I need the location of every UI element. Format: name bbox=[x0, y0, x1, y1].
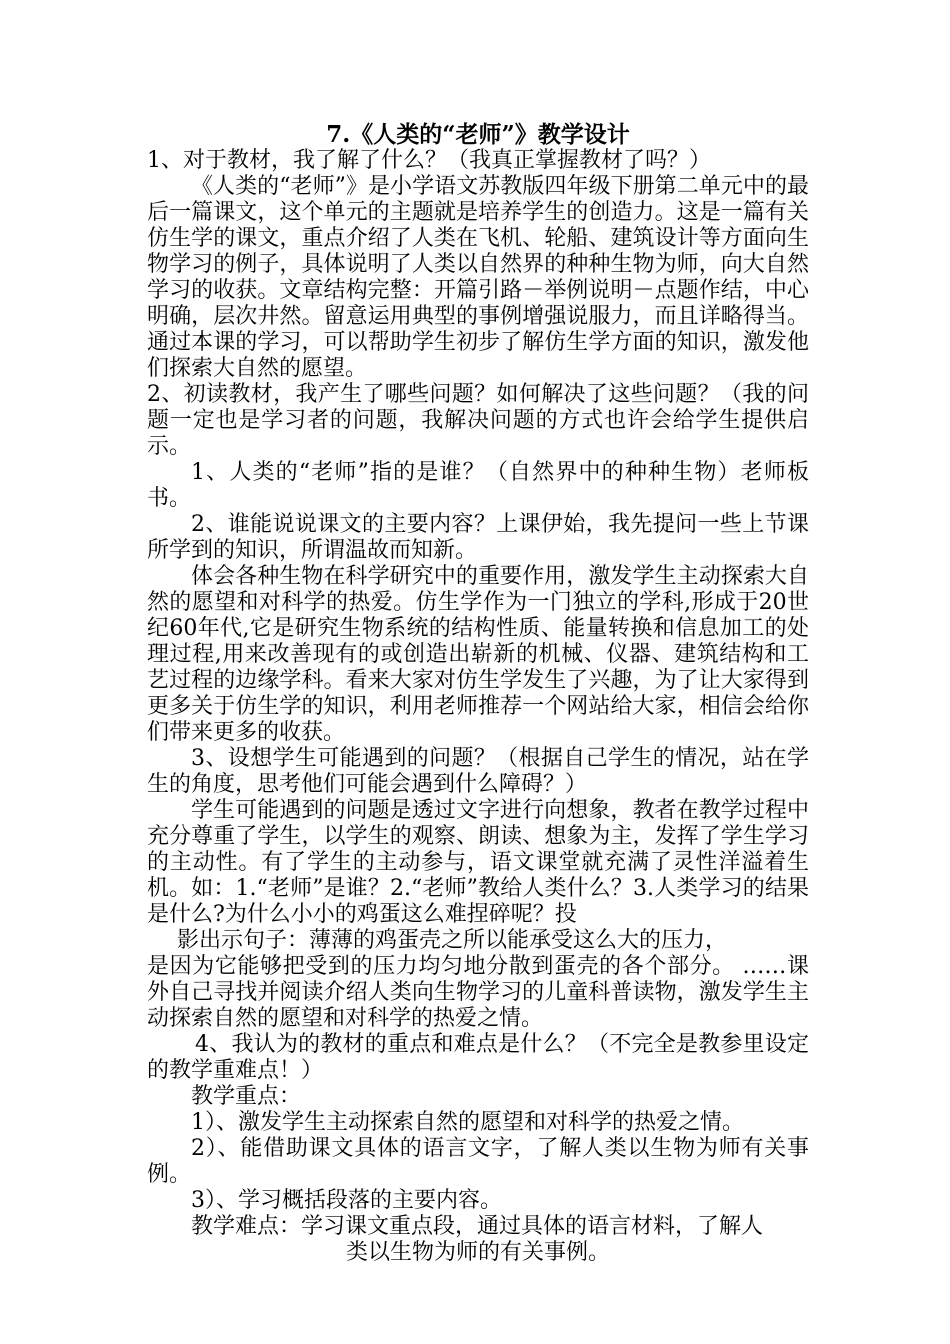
key-point-1: 1）、激发学生主动探索自然的愿望和对科学的热爱之情。 bbox=[191, 1110, 744, 1135]
key-points-heading: 教学重点： bbox=[191, 1084, 302, 1109]
difficulty-line: 教学难点：学习课文重点段，通过具体的语言材料，了解人 bbox=[191, 1214, 764, 1239]
document-page bbox=[147, 122, 809, 1266]
section-heading-1: 1、对于教材，我了解了什么？（我真正掌握教材了吗？） bbox=[147, 148, 711, 173]
paragraph-student-problems: 学生可能遇到的问题是透过文字进行向想象，教者在教学过程中充分尊重了学生，以学生的观察、朗读、想象为主，发挥了学生学习的主动性。有了学生的主动参与，语文课堂就充满了灵性洋溢着生机。如：1.“老师”是谁？2.“老师”教给人类什么？3.人类学习的结果是什么?为什么小小的鸡蛋这么难捏碎呢？投 bbox=[147, 798, 809, 927]
paragraph-bionics: 体会各种生物在科学研究中的重要作用，激发学生主动探索大自然的愿望和对科学的热爱。仿生学作为一门独立的学科,形成于20世纪60年代,它是研究生物系统的结构性质、能量转换和信息加工的处理过程,用来改善现有的或创造出崭新的机械、仪器、建筑结构和工艺过程的边缘学科。看来大家对仿生学发生了兴趣，为了让大家得到更多关于仿生学的知识，利用老师推荐一个网站给大家，相信会给你们带来更多的收获。 bbox=[147, 564, 809, 745]
section-heading-4: 4、我认为的教材的重点和难点是什么？（不完全是教参里设定的教学重难点！） bbox=[147, 1032, 809, 1083]
document-title: 7.《人类的“老师”》教学设计 bbox=[326, 121, 630, 148]
difficulty-line-tail: 类以生物为师的有关事例。 bbox=[345, 1240, 610, 1265]
quote-line: 影出示句子：薄薄的鸡蛋壳之所以能承受这么大的压力， bbox=[177, 928, 728, 953]
question-1: 1、人类的“老师”指的是谁？（自然界中的种种生物）老师板书。 bbox=[147, 460, 809, 511]
question-2: 2、谁能说说课文的主要内容？上课伊始，我先提问一些上节课所学到的知识，所谓温故而知新。 bbox=[147, 512, 809, 563]
section-heading-3: 3、设想学生可能遇到的问题？（根据自己学生的情况，站在学生的角度，思考他们可能会遇到什么障碍？） bbox=[147, 746, 809, 797]
paragraph-intro: 《人类的“老师”》是小学语文苏教版四年级下册第二单元中的最后一篇课文，这个单元的主题就是培养学生的创造力。这是一篇有关仿生学的课文，重点介绍了人类在飞机、轮船、建筑设计等方面向生物学习的例子，具体说明了人类以自然界的种种生物为师，向大自然学习的收获。文章结构完整：开篇引路－举例说明－点题作结，中心明确，层次井然。留意运用典型的事例增强说服力，而且详略得当。通过本课的学习，可以帮助学生初步了解仿生学方面的知识，激发他们探索大自然的愿望。 bbox=[147, 174, 809, 381]
key-point-3: 3）、学习概括段落的主要内容。 bbox=[191, 1188, 502, 1213]
paragraph-extension: 是因为它能够把受到的压力均匀地分散到蛋壳的各个部分。 ……课外自己寻找并阅读介绍人类向生物学习的儿童科普读物，激发学生主动探索自然的愿望和对科学的热爱之情。 bbox=[147, 954, 809, 1031]
section-heading-2: 2、初读教材，我产生了哪些问题？如何解决了这些问题？（我的问题一定也是学习者的问题，我解决问题的方式也许会给学生提供启示。 bbox=[147, 382, 809, 459]
key-point-2: 2）、能借助课文具体的语言文字，了解人类以生物为师有关事例。 bbox=[147, 1136, 809, 1187]
